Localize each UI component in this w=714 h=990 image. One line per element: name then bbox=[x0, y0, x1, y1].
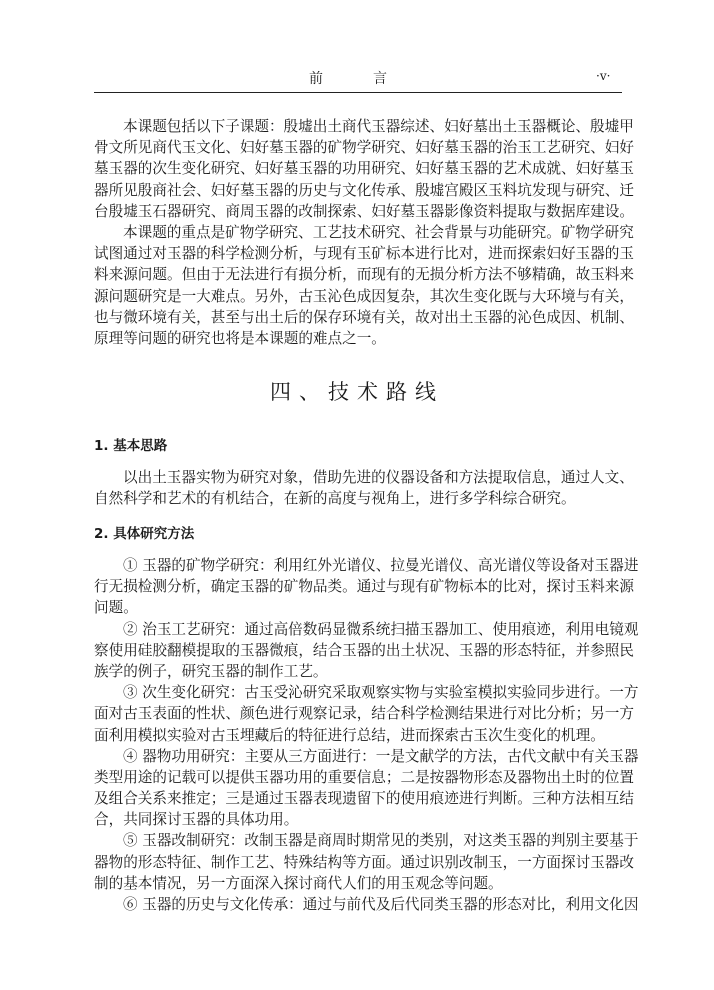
paragraph-subtopics bbox=[94, 116, 634, 222]
text-line: ⑥ 玉器的历史与文化传承：通过与前代及后代同类玉器的形态对比，利用文化因 bbox=[123, 896, 639, 913]
text-line: 行无损检测分析，确定玉器的矿物品类。通过与现有矿物标本的比对，探讨玉料来源 bbox=[94, 578, 634, 596]
text-line: 料来源问题。但由于无法进行有损分析，而现有的无损分析方法不够精确，故玉料来 bbox=[94, 266, 634, 284]
paragraph-key-points bbox=[94, 222, 634, 349]
text-line: 察使用硅胶翻模提取的玉器微痕，结合玉器的出土状况、玉器的形态特征，并参照民 bbox=[94, 641, 634, 659]
section-heading: 四、技术路线 bbox=[270, 380, 444, 404]
text-line: 试图通过对玉器的科学检测分析，与现有玉矿标本进行比对，进而探索妇好玉器的玉 bbox=[94, 245, 634, 263]
text-line: ④ 器物功用研究：主要从三方面进行：一是文献学的方法，古代文献中有关玉器 bbox=[123, 747, 639, 765]
text-line: 原理等问题的研究也将是本课题的难点之一。 bbox=[94, 329, 386, 347]
text-line: 本课题包括以下子课题：殷墟出土商代玉器综述、妇好墓出土玉器概论、殷墟甲 bbox=[123, 118, 634, 135]
text-line: ⑤ 玉器改制研究：改制玉器是商周时期常见的类别，对这类玉器的判别主要基于 bbox=[123, 832, 639, 850]
text-line: 面利用模拟实验对古玉埋藏后的特征进行总结，进而探索古玉次生变化的机理。 bbox=[94, 726, 605, 744]
method-item bbox=[94, 555, 639, 619]
text-line: ② 治玉工艺研究：通过高倍数码显微系统扫描玉器加工、使用痕迹，利用电镜观 bbox=[123, 620, 639, 638]
text-line: 自然科学和艺术的有机结合，在新的高度与视角上，进行多学科综合研究。 bbox=[94, 490, 576, 508]
text-line: 问题。 bbox=[94, 599, 138, 617]
text-line: 合，共同探讨玉器的具体功用。 bbox=[94, 811, 299, 829]
page-number: ·v· bbox=[596, 69, 611, 83]
text-line: 面对古玉表面的性状、颜色进行观察记录，结合科学检测结果进行对比分析；另一方 bbox=[94, 705, 634, 723]
subsection-heading-basic-approach: 1. 基本思路 bbox=[94, 438, 168, 454]
text-line: 以出土玉器实物为研究对象，借助先进的仪器设备和方法提取信息，通过人文、 bbox=[123, 469, 634, 486]
text-line: 本课题的重点是矿物学研究、工艺技术研究、社会背景与功能研究。矿物学研究 bbox=[123, 224, 634, 241]
text-line: 及组合关系来推定；三是通过玉器表现遗留下的使用痕迹进行判断。三种方法相互结 bbox=[94, 790, 634, 808]
text-line: 制的基本情况，另一方面深入探讨商代人们的用玉观念等问题。 bbox=[94, 874, 503, 892]
text-line: 族学的例子，研究玉器的制作工艺。 bbox=[94, 662, 328, 680]
text-line: ③ 次生变化研究：古玉受沁研究采取观察实物与实验室模拟实验同步进行。一方 bbox=[123, 684, 639, 702]
method-item bbox=[94, 619, 639, 683]
method-item bbox=[94, 682, 639, 746]
method-item bbox=[94, 894, 639, 915]
text-line: 源问题研究是一大难点。另外，古玉沁色成因复杂，其次生变化既与大环境与有关， bbox=[94, 287, 634, 305]
text-line: 也与微环境有关，甚至与出土后的保存环境有关，故对出土玉器的沁色成因、机制、 bbox=[94, 308, 634, 326]
text-line: 器所见殷商社会、妇好墓玉器的历史与文化传承、殷墟宫殿区玉料坑发现与研究、迁 bbox=[94, 181, 634, 199]
text-line: ① 玉器的矿物学研究：利用红外光谱仪、拉曼光谱仪、高光谱仪等设备对玉器进 bbox=[123, 557, 639, 574]
text-line: 骨文所见商代玉文化、妇好墓玉器的矿物学研究、妇好墓玉器的治玉工艺研究、妇好 bbox=[94, 139, 634, 157]
header-rule bbox=[94, 92, 622, 93]
methods-list bbox=[94, 555, 639, 915]
text-line: 器物的形态特征、制作工艺、特殊结构等方面。通过识别改制玉，一方面探讨玉器改 bbox=[94, 853, 634, 871]
running-header-title: 前 言 bbox=[309, 71, 405, 87]
subsection-heading-methods: 2. 具体研究方法 bbox=[94, 526, 195, 542]
method-item bbox=[94, 746, 639, 831]
method-item bbox=[94, 830, 639, 894]
text-line: 台殷墟玉石器研究、商周玉器的改制探索、妇好墓玉器影像资料提取与数据库建设。 bbox=[94, 202, 634, 220]
paragraph-basic-approach bbox=[94, 467, 634, 509]
text-line: 类型用途的记载可以提供玉器功用的重要信息；二是按器物形态及器物出土时的位置 bbox=[94, 768, 634, 786]
text-line: 墓玉器的次生变化研究、妇好墓玉器的功用研究、妇好墓玉器的艺术成就、妇好墓玉 bbox=[94, 160, 634, 178]
